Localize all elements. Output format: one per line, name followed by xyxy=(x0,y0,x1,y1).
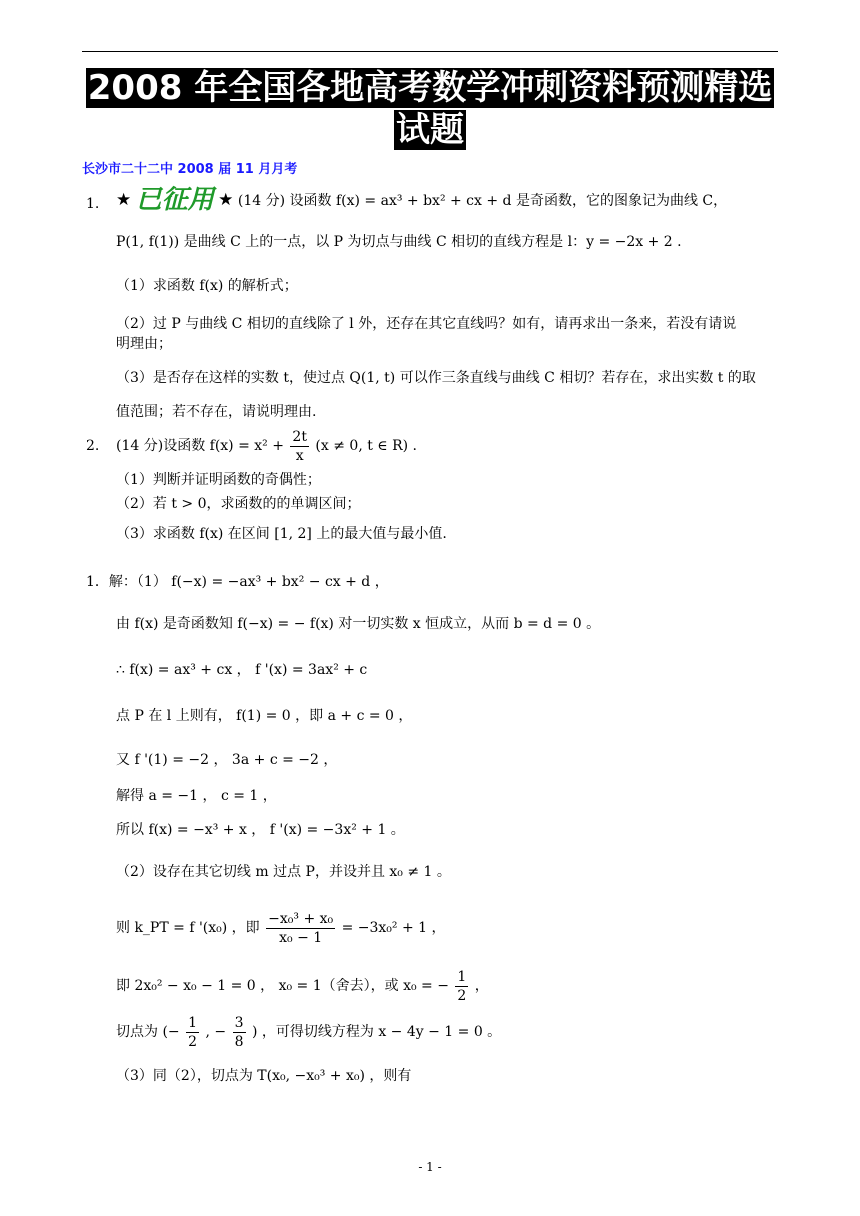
problem1-number: 1. xyxy=(86,196,100,212)
problem1-text-b: P(1, f(1)) 是曲线 C 上的一点，以 P 为切点与曲线 C 相切的直线方程是 l：y = −2x + 2 . xyxy=(116,234,682,250)
document-title-line2: 试题 xyxy=(396,110,464,150)
problem2-lead: (14 分)设函数 f(x) = x² + xyxy=(116,438,284,454)
solution-line-8: （2）设存在其它切线 m 过点 P，并设并且 x₀ ≠ 1 。 xyxy=(116,864,451,880)
problem2-q3: （3）求函数 f(x) 在区间 [1, 2] 上的最大值与最小值. xyxy=(116,526,447,542)
document-title-line1: 2008 年全国各地高考数学冲刺资料预测精选 xyxy=(87,68,773,108)
problem2-tail: (x ≠ 0, t ∈ R) . xyxy=(315,438,418,454)
star-icon: ★ xyxy=(116,190,132,210)
problem1-q2a: （2）过 P 与曲线 C 相切的直线除了 l 外，还存在其它直线吗？如有，请再求出一条来，若没有请说 xyxy=(116,316,737,332)
problem2-q1: （1）判断并证明函数的奇偶性； xyxy=(116,472,321,488)
problem1-q3b: 值范围；若不存在，请说明理由. xyxy=(116,404,317,420)
solution-line-11: 切点为 (− $\frac{1}{2}$ , − $\frac{3}{8}$ ) ，可得切线方程为 x − 4y − 1 = 0 。 xyxy=(116,1014,502,1050)
page-number: - 1 - xyxy=(418,1160,442,1174)
star-icon: ★ xyxy=(218,190,234,210)
solution-line-2: 由 f(x) 是奇函数知 f(−x) = − f(x) 对一切实数 x 恒成立，从而 b = d = 0 。 xyxy=(116,616,601,632)
half-fraction: $\frac{1}{2}$ xyxy=(457,968,467,1004)
used-stamp: 已征用 xyxy=(135,185,214,215)
solution-line-4: 点 P 在 l 上则有， f(1) = 0 ，即 a + c = 0 ， xyxy=(116,708,413,724)
header-rule xyxy=(82,51,778,52)
solution-line-1: 1．解：（1） f(−x) = −ax³ + bx² − cx + d ， xyxy=(86,574,389,590)
solution-line-9: 则 k_PT = f '(x₀) ，即 $\frac{\text{−x₀³ + x₀}}{\text{x₀ − 1}}$ = −3x₀² + 1 ， xyxy=(116,910,446,946)
solution-line-12: （3）同（2），切点为 T(x₀, −x₀³ + x₀) ，则有 xyxy=(116,1068,412,1084)
solution-line-7: 所以 f(x) = −x³ + x ， f '(x) = −3x² + 1 。 xyxy=(116,822,405,838)
solution-line-3: ∴ f(x) = ax³ + cx ， f '(x) = 3ax² + c xyxy=(116,662,368,678)
slope-fraction: $\frac{\text{−x₀³ + x₀}}{\text{x₀ − 1}}$ xyxy=(268,910,334,946)
problem1-text-a: (14 分) 设函数 f(x) = ax³ + bx² + cx + d 是奇函数，它的图象记为曲线 C， xyxy=(237,193,728,209)
solution-line-5: 又 f '(1) = −2 ， 3a + c = −2 ， xyxy=(116,752,338,768)
solution-line-6: 解得 a = −1 ， c = 1 ， xyxy=(116,788,277,804)
problem1-statement xyxy=(116,185,728,215)
problem1-q1: （1）求函数 f(x) 的解析式； xyxy=(116,278,298,294)
solution-line-10: 即 2x₀² − x₀ − 1 = 0 ， x₀ = 1（舍去），或 x₀ = − $\frac{1}{2}$ ， xyxy=(116,968,489,1004)
problem2-fraction: $\frac{2t}{x}$ xyxy=(292,428,307,464)
tangent-x-fraction: $\frac{1}{2}$ xyxy=(188,1014,198,1050)
problem2-number: 2. xyxy=(86,438,100,454)
problem2-statement xyxy=(116,426,417,466)
problem1-q2b: 明理由； xyxy=(116,336,172,352)
problem2-q2: （2）若 t > 0，求函数的的单调区间； xyxy=(116,496,361,512)
tangent-y-fraction: $\frac{3}{8}$ xyxy=(234,1014,244,1050)
problem1-q3a: （3）是否存在这样的实数 t，使过点 Q(1, t) 可以作三条直线与曲线 C 相切？若存在，求出实数 t 的取 xyxy=(116,370,756,386)
exam-source: 长沙市二十二中 2008 届 11 月月考 xyxy=(82,162,298,177)
